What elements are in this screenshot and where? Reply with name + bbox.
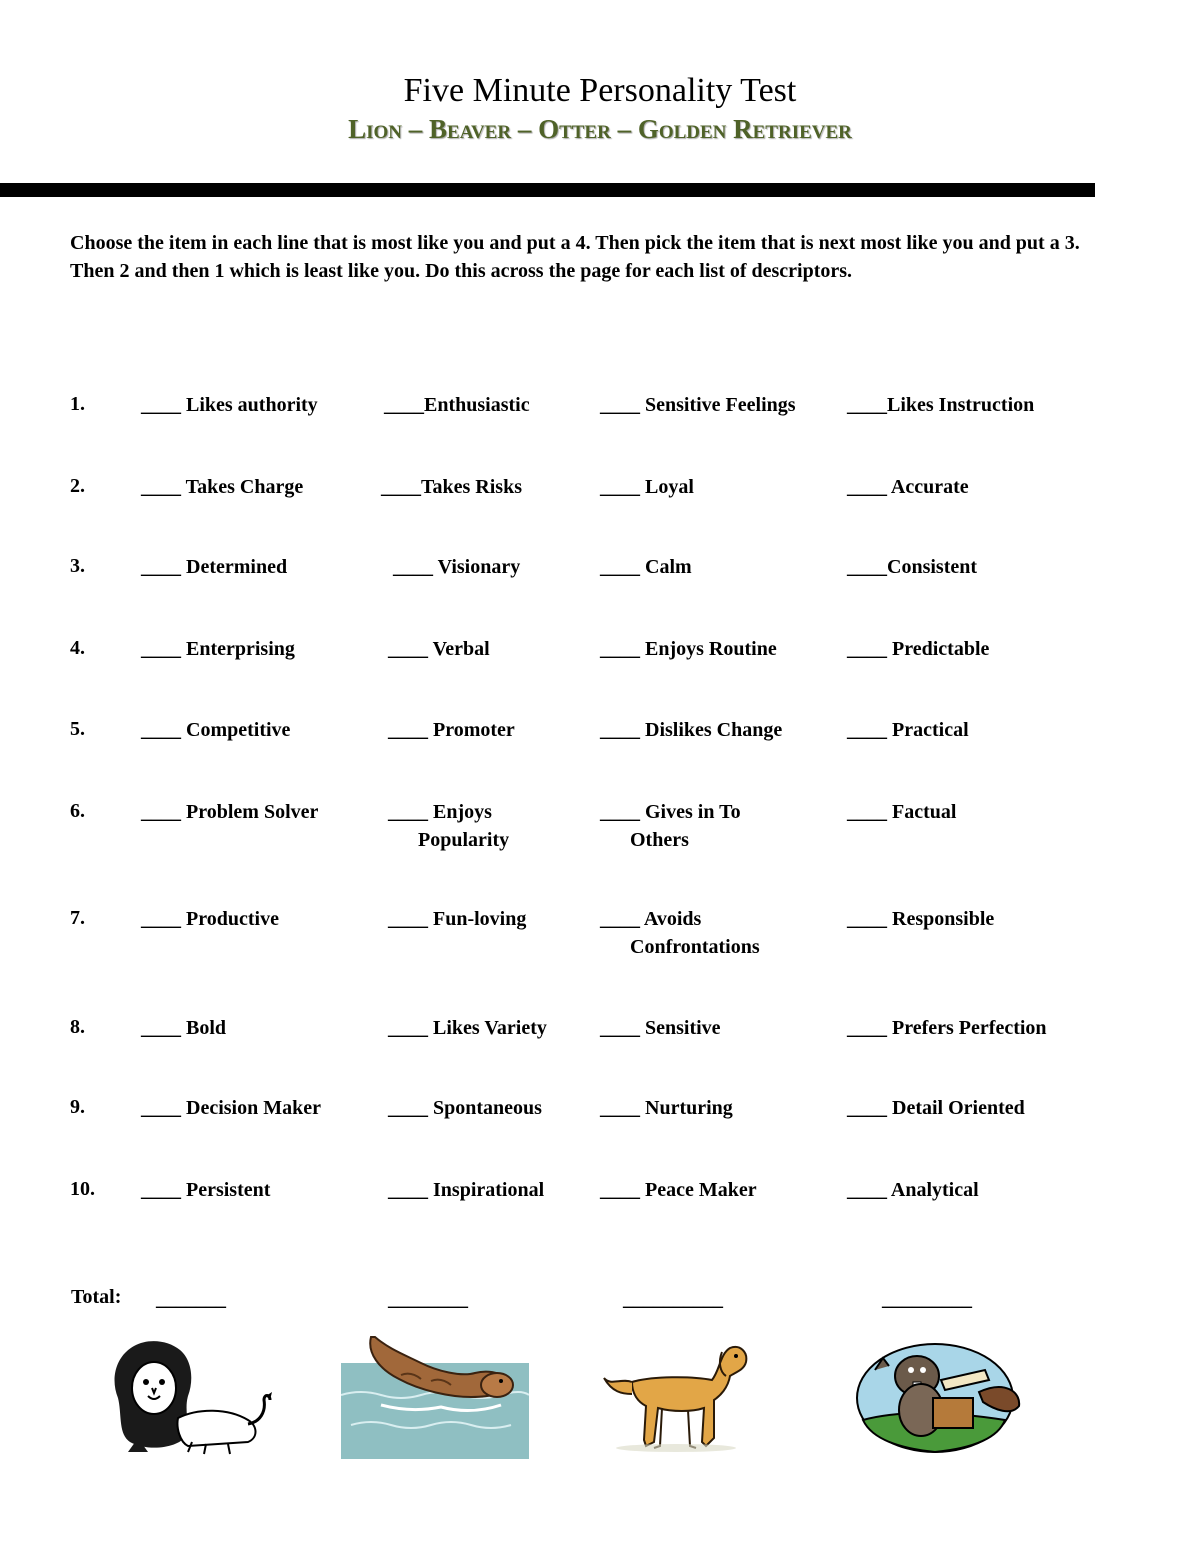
descriptor-lion[interactable]: ____ Determined bbox=[141, 556, 288, 578]
instructions: Choose the item in each line that is most like you and put a 4. Then pick the item that is next most like you and put a 3. Then 2 and then 1 which is least like you. Do this across the page for each list of descriptors. bbox=[70, 232, 1080, 282]
row-number: 4. bbox=[70, 637, 85, 659]
total-blank-retriever[interactable]: __________ bbox=[623, 1288, 723, 1310]
descriptor-otter[interactable]: ____Takes Risks bbox=[381, 476, 522, 498]
row-number: 9. bbox=[70, 1096, 85, 1118]
descriptor-beaver[interactable]: ____ Analytical bbox=[847, 1179, 979, 1201]
descriptor-retriever[interactable]: ____ Sensitive bbox=[600, 1017, 721, 1039]
row-number: 6. bbox=[70, 800, 85, 822]
descriptor-retriever[interactable]: ____ Dislikes Change bbox=[600, 719, 783, 741]
descriptor-beaver[interactable]: ____ Accurate bbox=[847, 476, 969, 498]
descriptor-beaver[interactable]: ____ Prefers Perfection bbox=[847, 1017, 1047, 1039]
descriptor-retriever[interactable]: ____ Calm bbox=[600, 556, 692, 578]
row-number: 2. bbox=[70, 475, 85, 497]
descriptor-lion[interactable]: ____ Takes Charge bbox=[141, 476, 304, 498]
descriptor-beaver[interactable]: ____Consistent bbox=[847, 556, 978, 578]
total-blank-lion[interactable]: _______ bbox=[156, 1288, 226, 1310]
descriptor-beaver[interactable]: ____Likes Instruction bbox=[847, 394, 1035, 416]
row-number: 5. bbox=[70, 718, 85, 740]
descriptor-otter[interactable]: ____ Enjoys Popularity bbox=[388, 801, 510, 851]
descriptor-lion[interactable]: ____ Competitive bbox=[141, 719, 291, 741]
row-number: 1. bbox=[70, 393, 85, 415]
row-number: 7. bbox=[70, 907, 85, 929]
descriptor-retriever[interactable]: ____ Peace Maker bbox=[600, 1179, 757, 1201]
descriptor-lion[interactable]: ____ Productive bbox=[141, 908, 279, 930]
descriptor-retriever[interactable]: ____ Sensitive Feelings bbox=[600, 394, 796, 416]
descriptor-retriever[interactable]: ____ Avoids Confrontations bbox=[600, 908, 760, 958]
total-blank-beaver[interactable]: _________ bbox=[882, 1288, 972, 1310]
descriptor-lion[interactable]: ____ Likes authority bbox=[141, 394, 318, 416]
descriptor-retriever[interactable]: ____ Enjoys Routine bbox=[600, 638, 777, 660]
descriptor-beaver[interactable]: ____ Predictable bbox=[847, 638, 990, 660]
row-number: 8. bbox=[70, 1016, 85, 1038]
header-rule bbox=[0, 183, 1095, 197]
page-title: Five Minute Personality Test bbox=[403, 72, 797, 109]
descriptor-otter[interactable]: ____Enthusiastic bbox=[384, 394, 530, 416]
descriptor-beaver[interactable]: ____ Factual bbox=[847, 801, 957, 823]
row-number: 10. bbox=[70, 1178, 95, 1200]
descriptor-lion[interactable]: ____ Enterprising bbox=[141, 638, 295, 660]
descriptor-lion[interactable]: ____ Decision Maker bbox=[141, 1097, 321, 1119]
descriptor-beaver[interactable]: ____ Detail Oriented bbox=[847, 1097, 1025, 1119]
descriptor-retriever[interactable]: ____ Loyal bbox=[600, 476, 694, 498]
page-subtitle: Lion – Beaver – Otter – Golden Retriever bbox=[348, 114, 852, 144]
descriptor-lion[interactable]: ____ Bold bbox=[141, 1017, 227, 1039]
total-blank-otter[interactable]: ________ bbox=[388, 1288, 468, 1310]
descriptor-lion[interactable]: ____ Problem Solver bbox=[141, 801, 319, 823]
descriptor-otter[interactable]: ____ Inspirational bbox=[388, 1179, 545, 1201]
descriptor-retriever[interactable]: ____ Gives in To Others bbox=[600, 801, 741, 851]
descriptor-lion[interactable]: ____ Persistent bbox=[141, 1179, 271, 1201]
descriptor-otter[interactable]: ____ Spontaneous bbox=[388, 1097, 542, 1119]
descriptor-otter[interactable]: ____ Fun-loving bbox=[388, 908, 527, 930]
descriptor-otter[interactable]: ____ Visionary bbox=[393, 556, 521, 578]
beaver-image bbox=[855, 1340, 1027, 1456]
otter-image bbox=[341, 1335, 529, 1459]
descriptor-beaver[interactable]: ____ Responsible bbox=[847, 908, 995, 930]
descriptor-otter[interactable]: ____ Likes Variety bbox=[388, 1017, 547, 1039]
total-label: Total: bbox=[71, 1286, 122, 1308]
lion-image bbox=[108, 1338, 276, 1458]
row-number: 3. bbox=[70, 555, 85, 577]
descriptor-otter[interactable]: ____ Promoter bbox=[388, 719, 515, 741]
golden-retriever-image bbox=[602, 1342, 750, 1454]
descriptor-retriever[interactable]: ____ Nurturing bbox=[600, 1097, 733, 1119]
descriptor-beaver[interactable]: ____ Practical bbox=[847, 719, 969, 741]
descriptor-otter[interactable]: ____ Verbal bbox=[388, 638, 490, 660]
